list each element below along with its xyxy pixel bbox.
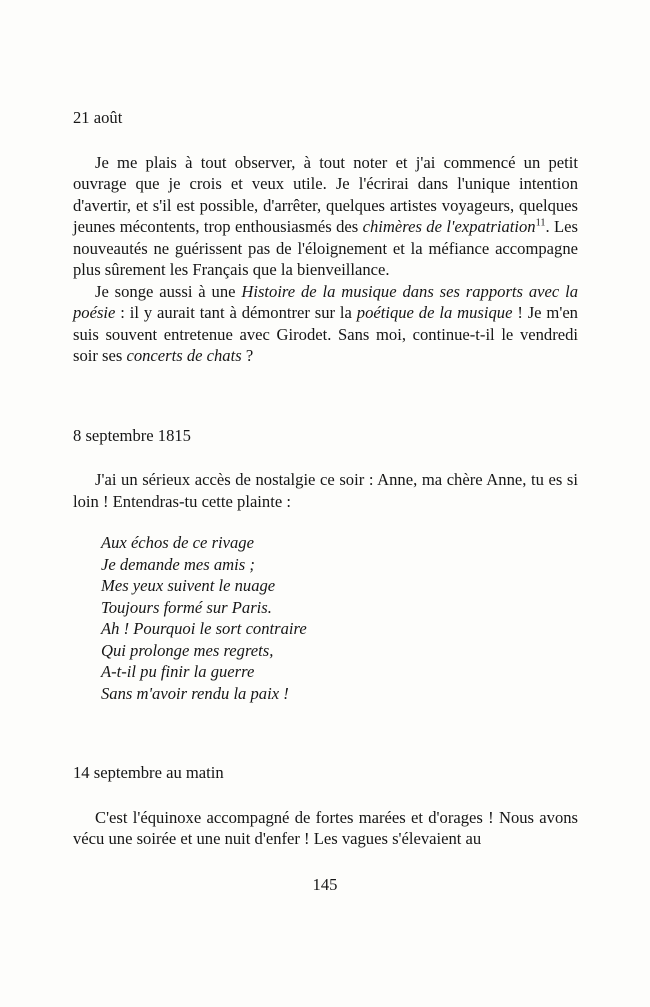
verse-block bbox=[101, 532, 578, 704]
verse-line: Aux échos de ce rivage bbox=[101, 533, 254, 552]
verse-line: Qui prolonge mes regrets, bbox=[101, 640, 274, 660]
entry-date-heading: 8 septembre 1815 bbox=[73, 425, 191, 445]
verse-line: A-t-il pu finir la guerre bbox=[101, 662, 255, 681]
verse-line: Mes yeux suivent le nuage bbox=[101, 576, 276, 595]
entry-date-heading: 21 août bbox=[73, 108, 123, 127]
body-paragraph: Je me plais à tout observer, à tout noter et j'ai commencé un petit ouvrage que je crois et veux utile. Je l'écrirai dans l'unique intention d'avertir, et s'il est possible, d'arrêter, quelques artistes voyageurs, quelques jeunes mécontents, trop enthousiasmés des chimères de l'expatriation$^{11}$. Les nouveautés ne guérissent pas de l'éloignement et la méfiance accompagne plus sûrement les Français que la bienveillance. bbox=[73, 152, 578, 279]
verse-line: Ah ! Pourquoi le sort contraire bbox=[101, 619, 307, 638]
verse-line: Je demande mes amis ; bbox=[101, 554, 255, 574]
entry-date-heading: 14 septembre au matin bbox=[73, 763, 224, 782]
body-paragraph: C'est l'équinoxe accompagné de fortes marées et d'orages ! Nous avons vécu une soirée et une nuit d'enfer ! Les vagues s'élevaient au bbox=[73, 807, 578, 848]
page-number: 145 bbox=[312, 875, 338, 894]
verse-line: Toujours formé sur Paris. bbox=[101, 597, 272, 617]
body-paragraph: Je songe aussi à une Histoire de la musique dans ses rapports avec la poésie : il y aurait tant à démontrer sur la poétique de la musique ! Je m'en suis souvent entretenue avec Girodet. Sans moi, continue-t-il le vendredi soir ses concerts de chats ? bbox=[73, 281, 578, 365]
verse-line: Sans m'avoir rendu la paix ! bbox=[101, 683, 289, 703]
body-paragraph: J'ai un sérieux accès de nostalgie ce soir : Anne, ma chère Anne, tu es si loin ! Entendras-tu cette plainte : bbox=[73, 470, 578, 511]
